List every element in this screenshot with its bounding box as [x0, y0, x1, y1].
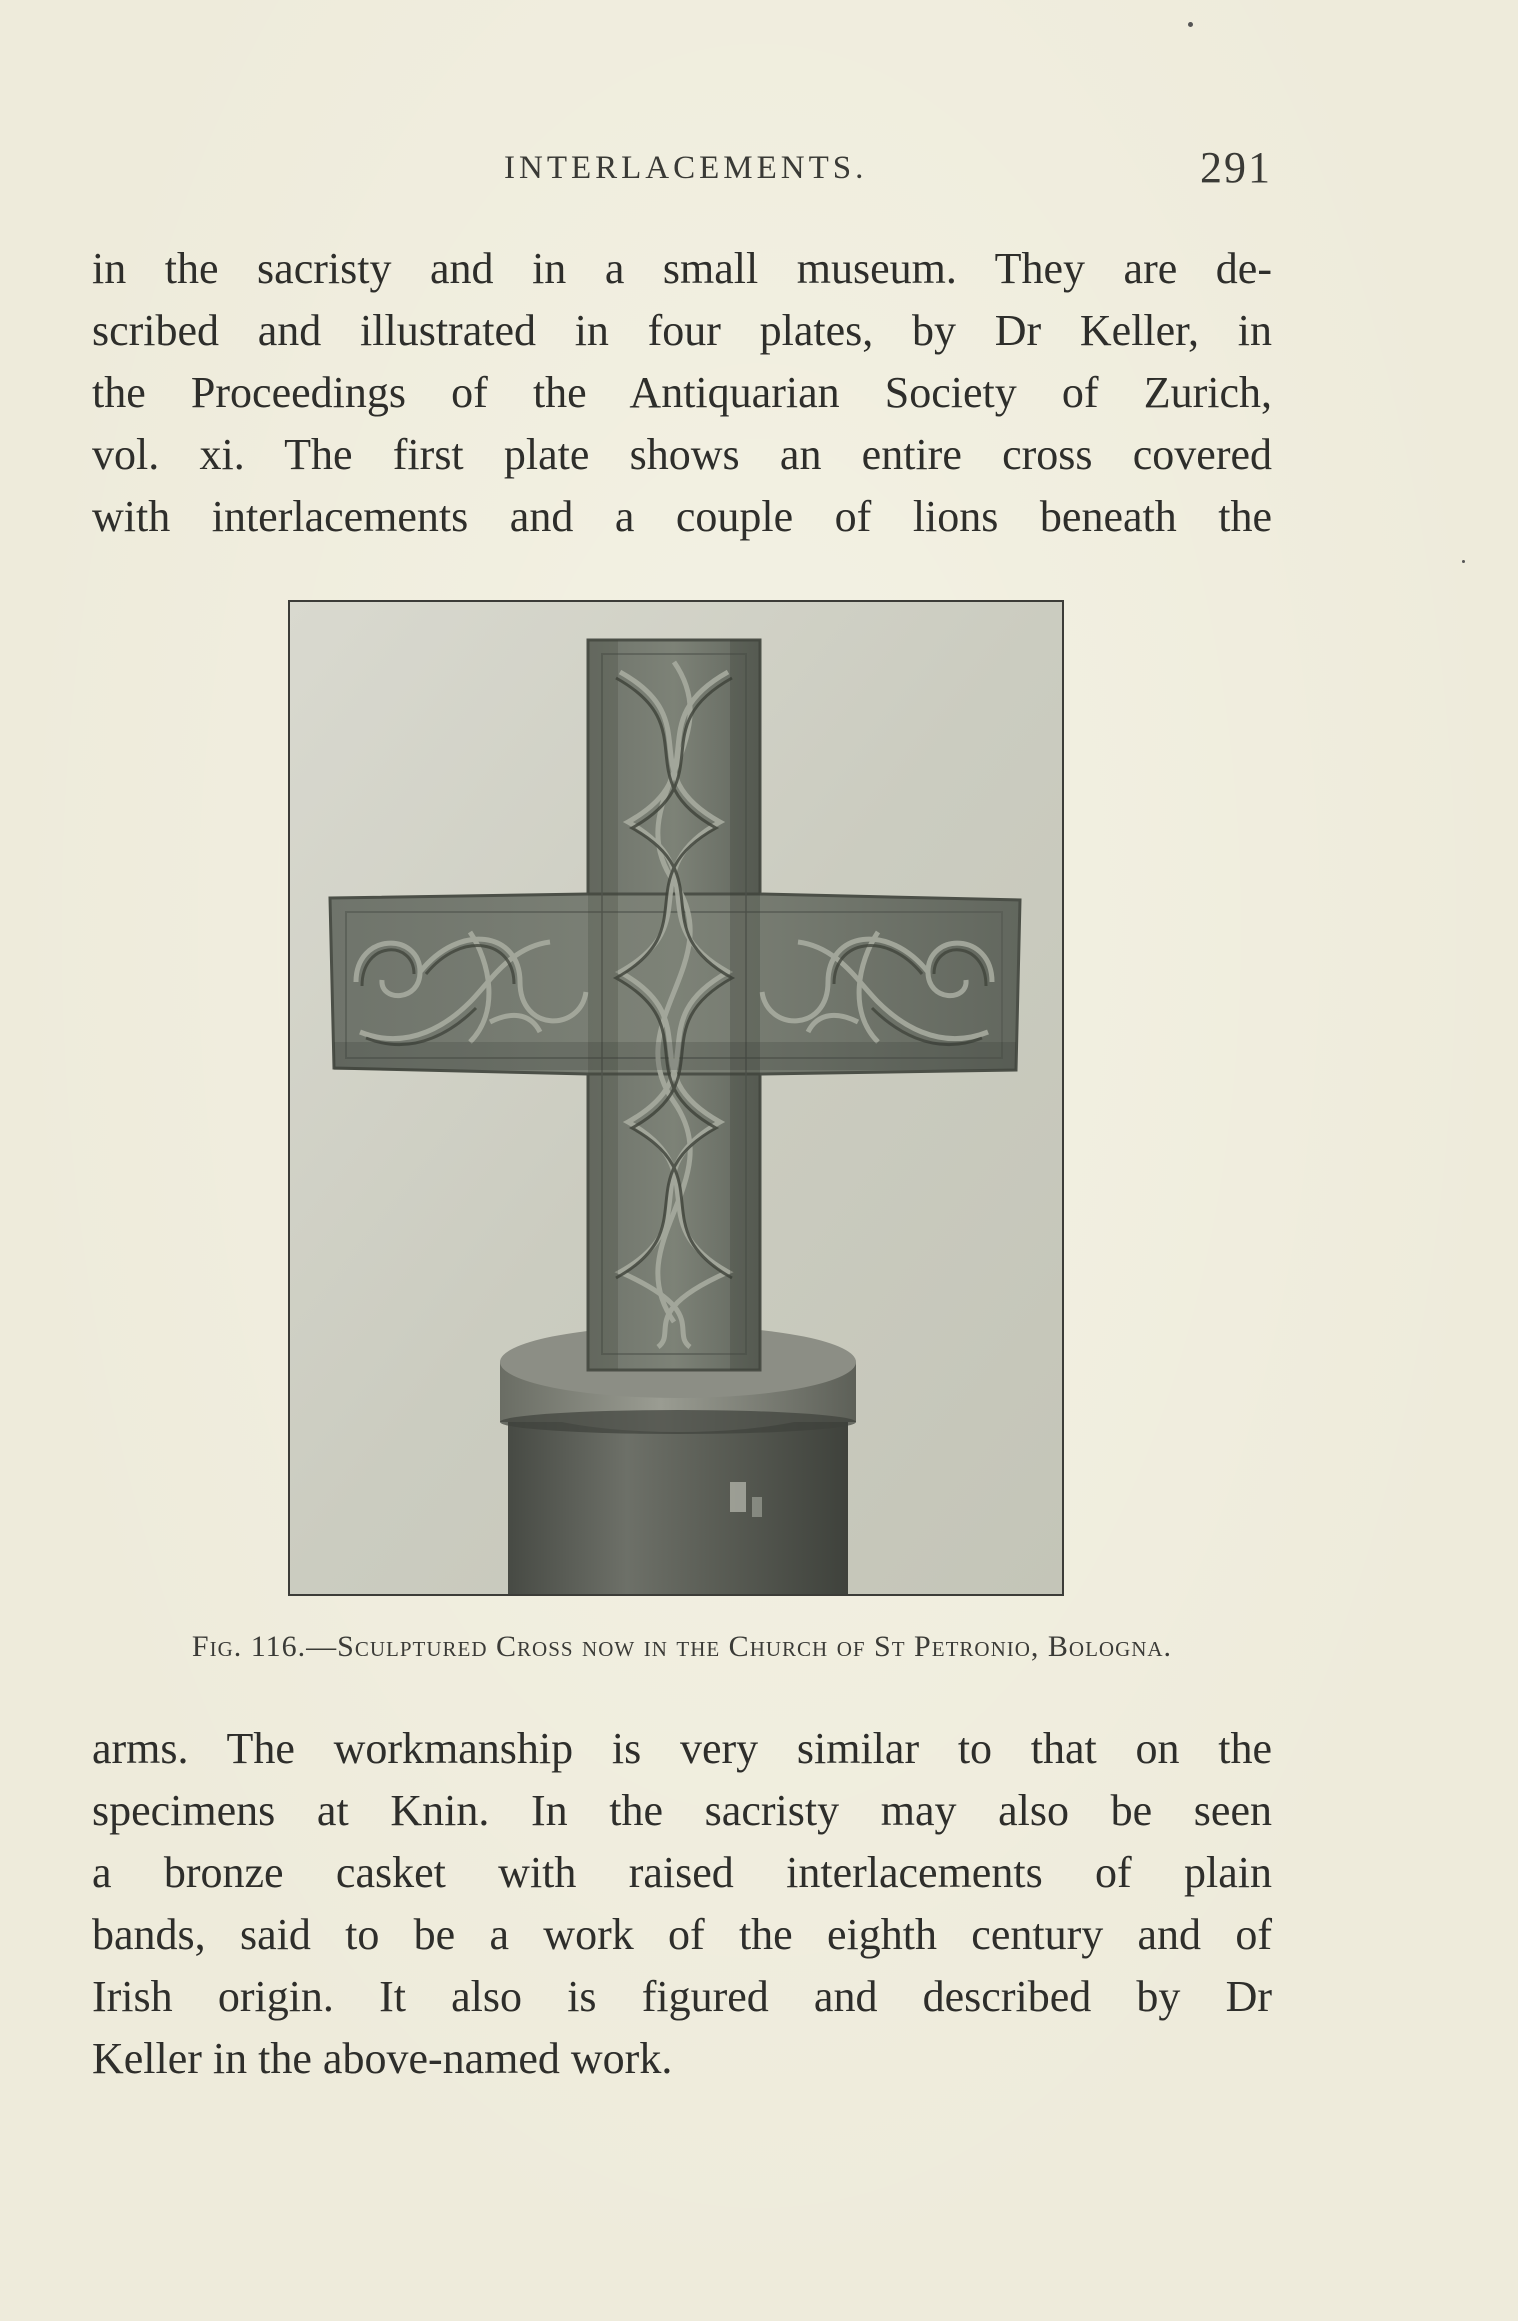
paper-speck [1462, 560, 1465, 563]
text-line: with interlacements and a couple of lions beneath the [92, 492, 1272, 541]
text-line: specimens at Knin. In the sacristy may also be seen [92, 1786, 1272, 1835]
text-line: bands, said to be a work of the eighth century and of [92, 1910, 1272, 1959]
figure-caption: Fig. 116.—Sculptured Cross now in the Church of St Petronio, Bologna. [191, 1630, 1173, 1663]
text-line: vol. xi. The first plate shows an entire cross covered [92, 430, 1272, 479]
paper-speck [1188, 22, 1193, 27]
paragraph-top [92, 238, 1272, 548]
paragraph-bottom [92, 1718, 1272, 2090]
text-line: scribed and illustrated in four plates, by Dr Keller, in [92, 306, 1272, 355]
running-title: INTERLACEMENTS. [504, 150, 868, 186]
text-line: in the sacristy and in a small museum. They are de- [92, 244, 1272, 293]
page-number: 291 [1200, 143, 1272, 192]
text-line: the Proceedings of the Antiquarian Society of Zurich, [92, 368, 1272, 417]
running-head [92, 143, 1272, 192]
text-line: arms. The workmanship is very similar to that on the [92, 1724, 1272, 1773]
text-line: a bronze casket with raised interlacements of plain [92, 1848, 1272, 1897]
text-line: Irish origin. It also is figured and described by Dr [92, 1972, 1272, 2021]
cross-photo [290, 602, 1062, 1594]
text-line: Keller in the above-named work. [92, 2034, 673, 2083]
figure-photograph [288, 600, 1064, 1596]
